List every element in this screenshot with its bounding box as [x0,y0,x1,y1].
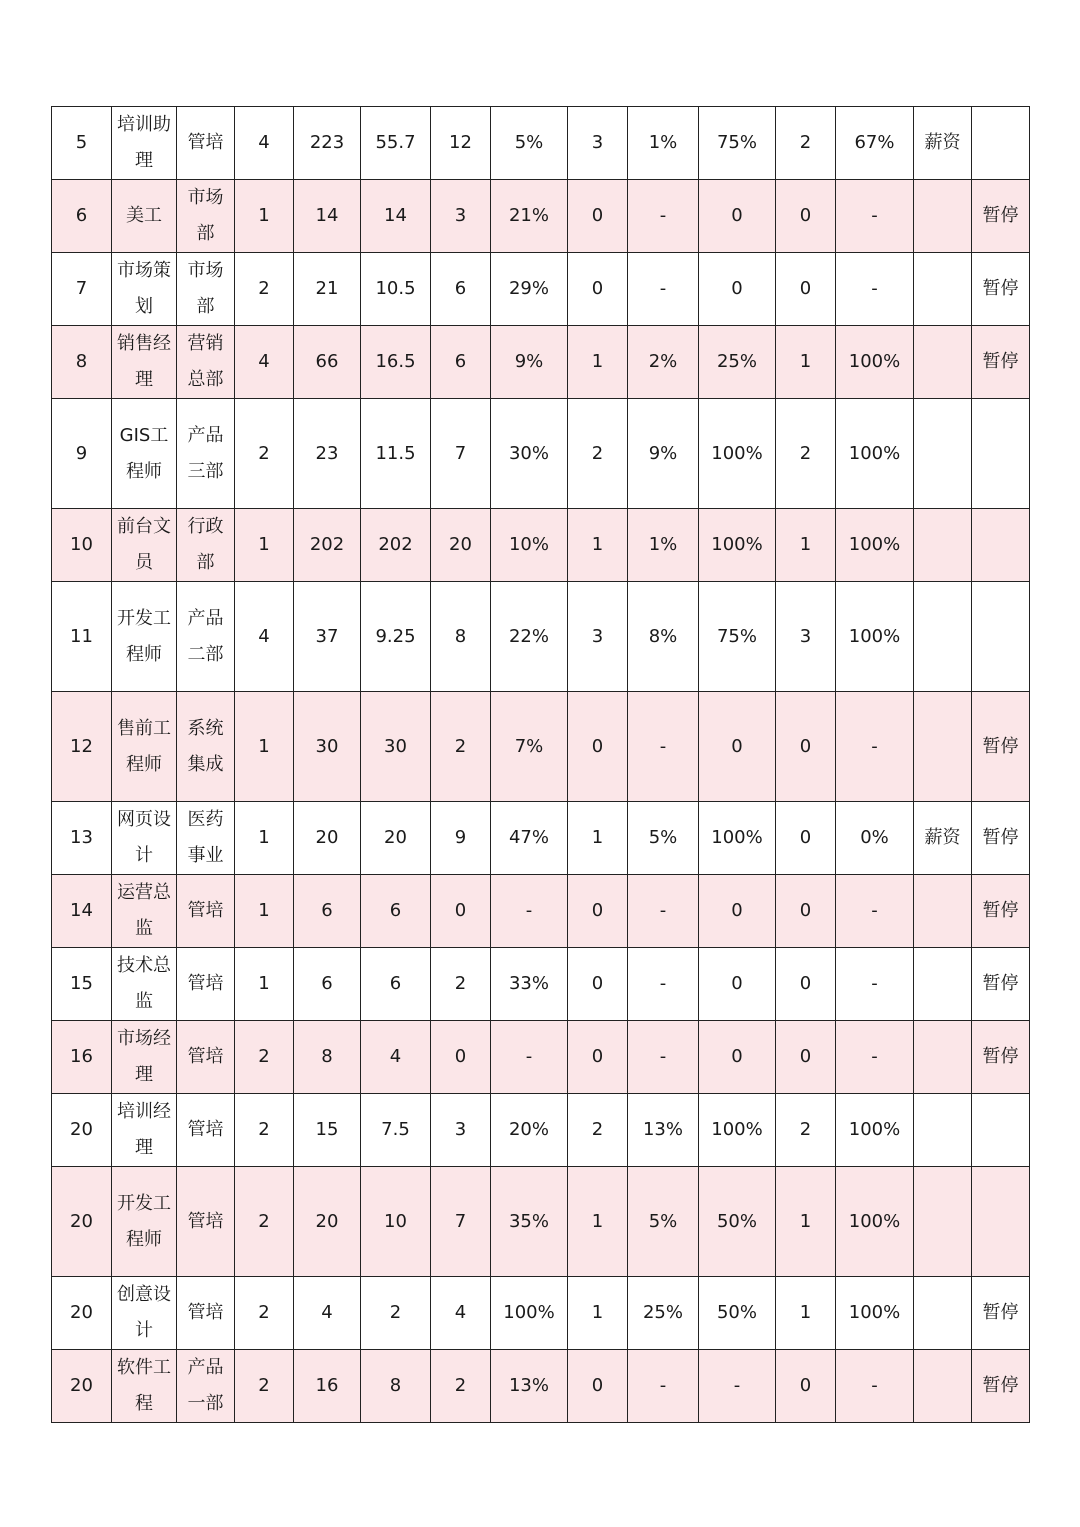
table-cell: 100% [836,1094,914,1167]
table-cell: 100% [699,802,776,875]
table-cell: 0 [776,802,836,875]
table-cell: 1 [235,875,294,948]
table-cell: 0 [568,180,628,253]
table-cell: 5 [52,107,112,180]
table-row [52,1094,1030,1167]
table-cell: 系统集成 [177,692,235,802]
table-cell: - [628,875,699,948]
table-cell: 12 [431,107,491,180]
table-cell: 暂停 [972,948,1030,1021]
table-cell: 202 [361,509,431,582]
table-cell: - [836,948,914,1021]
table-cell: 2 [235,1167,294,1277]
table-cell: 0 [699,875,776,948]
table-cell: 0 [431,875,491,948]
table-cell: 55.7 [361,107,431,180]
table-cell: 13% [491,1350,568,1423]
table-cell: 管培 [177,1094,235,1167]
table-cell: 35% [491,1167,568,1277]
table-cell [914,1350,972,1423]
table-cell: 0 [568,1021,628,1094]
table-cell: 暂停 [972,1277,1030,1350]
table-cell: 15 [294,1094,361,1167]
table-row [52,802,1030,875]
table-cell: 2 [235,399,294,509]
table-row [52,1167,1030,1277]
table-cell: 2 [235,1277,294,1350]
table-cell: 2 [776,399,836,509]
table-cell: 8% [628,582,699,692]
table-cell: - [836,1021,914,1094]
table-cell: 9 [52,399,112,509]
table-cell: 5% [628,1167,699,1277]
table-cell: 1 [776,509,836,582]
table-cell: 13% [628,1094,699,1167]
table-cell: 薪资 [914,107,972,180]
table-cell: 4 [235,107,294,180]
table-cell: 0 [776,948,836,1021]
table-cell: 0 [776,875,836,948]
table-cell: - [699,1350,776,1423]
table-cell: 10 [361,1167,431,1277]
table-cell: 0 [699,253,776,326]
table-cell: 暂停 [972,1021,1030,1094]
table-cell: 20% [491,1094,568,1167]
table-cell: 100% [836,399,914,509]
table-cell: 6 [52,180,112,253]
table-cell: 9 [431,802,491,875]
table-row [52,582,1030,692]
table-cell [972,399,1030,509]
table-row [52,399,1030,509]
table-cell [914,948,972,1021]
table-cell: 7 [431,399,491,509]
table-cell: 1 [235,692,294,802]
table-cell: 1 [568,1277,628,1350]
table-cell: 2 [431,692,491,802]
table-cell: 6 [431,326,491,399]
table-cell: - [628,1350,699,1423]
table-cell: 0 [776,1350,836,1423]
table-cell: 4 [361,1021,431,1094]
table-cell: 运营总监 [112,875,177,948]
table-cell: 29% [491,253,568,326]
table-row [52,948,1030,1021]
table-cell: 1 [568,326,628,399]
table-cell: 12 [52,692,112,802]
table-cell: 1 [568,802,628,875]
table-cell: 100% [836,326,914,399]
table-cell [972,1094,1030,1167]
table-cell: - [628,180,699,253]
table-row [52,107,1030,180]
table-cell: - [491,875,568,948]
table-cell: 20 [294,802,361,875]
table-cell [914,1021,972,1094]
table-cell: 网页设计 [112,802,177,875]
table-cell: 销售经理 [112,326,177,399]
table-cell: - [836,253,914,326]
table-cell: - [628,253,699,326]
table-cell: 16 [294,1350,361,1423]
table-row [52,509,1030,582]
table-cell: 4 [235,326,294,399]
table-cell: 33% [491,948,568,1021]
table-cell: 20 [294,1167,361,1277]
table-cell: 4 [431,1277,491,1350]
table-cell: 0 [568,692,628,802]
table-cell: 开发工程师 [112,582,177,692]
table-cell: 16.5 [361,326,431,399]
table-cell [914,1167,972,1277]
table-cell: 100% [491,1277,568,1350]
table-cell: 75% [699,582,776,692]
table-cell: 6 [294,948,361,1021]
table-cell: GIS工程师 [112,399,177,509]
table-cell: 100% [836,1167,914,1277]
table-cell: 暂停 [972,875,1030,948]
table-row [52,692,1030,802]
table-cell: 16 [52,1021,112,1094]
table-cell: 2 [568,399,628,509]
table-cell: 2 [431,948,491,1021]
table-cell: 暂停 [972,180,1030,253]
table-cell: 暂停 [972,802,1030,875]
table-cell: 8 [294,1021,361,1094]
table-cell: 223 [294,107,361,180]
table-cell [914,875,972,948]
table-cell: 14 [361,180,431,253]
table-cell: 技术总监 [112,948,177,1021]
table-cell: 6 [294,875,361,948]
table-cell: 23 [294,399,361,509]
table-cell: 100% [836,509,914,582]
table-cell: 3 [568,107,628,180]
table-cell: 产品一部 [177,1350,235,1423]
table-cell: 6 [361,875,431,948]
table-cell: 0 [776,253,836,326]
table-cell: 8 [361,1350,431,1423]
table-cell: 暂停 [972,1350,1030,1423]
table-cell: 37 [294,582,361,692]
table-cell: 暂停 [972,692,1030,802]
table-cell: 30 [361,692,431,802]
table-cell: 2 [776,1094,836,1167]
table-cell: 22% [491,582,568,692]
table-cell: 4 [235,582,294,692]
table-cell: 10.5 [361,253,431,326]
table-cell: 管培 [177,1167,235,1277]
table-cell: 市场部 [177,253,235,326]
table-cell: 0 [699,948,776,1021]
table-cell: 21% [491,180,568,253]
table-cell: 20 [52,1167,112,1277]
table-cell: 2 [235,253,294,326]
table-cell: 202 [294,509,361,582]
table-cell: - [836,1350,914,1423]
table-cell: 9.25 [361,582,431,692]
table-cell: 2 [235,1350,294,1423]
table-row [52,180,1030,253]
table-cell [914,582,972,692]
table-row [52,326,1030,399]
table-cell: 20 [361,802,431,875]
table-cell: 21 [294,253,361,326]
table-cell [914,1277,972,1350]
table-cell: 管培 [177,107,235,180]
table-cell: 3 [431,1094,491,1167]
table-cell [914,692,972,802]
table-cell: 1% [628,509,699,582]
table-cell: 6 [431,253,491,326]
table-row [52,253,1030,326]
table-cell: 1 [235,948,294,1021]
table-cell: 10 [52,509,112,582]
recruitment-table [51,106,1030,1423]
table-cell: 2 [431,1350,491,1423]
table-row [52,1021,1030,1094]
table-cell: 15 [52,948,112,1021]
table-cell: 10% [491,509,568,582]
table-cell: 30 [294,692,361,802]
table-cell: 20 [52,1277,112,1350]
table-cell: 市场策划 [112,253,177,326]
table-cell: 0 [568,948,628,1021]
table-cell: 0 [699,1021,776,1094]
table-cell: 7 [52,253,112,326]
table-cell: 47% [491,802,568,875]
table-cell: 1 [568,1167,628,1277]
table-cell: 2% [628,326,699,399]
table-cell: 1 [776,326,836,399]
table-cell: - [628,1021,699,1094]
table-cell: 100% [699,1094,776,1167]
table-cell: 25% [699,326,776,399]
table-cell: 管培 [177,948,235,1021]
table-cell: 11.5 [361,399,431,509]
table-cell: 7% [491,692,568,802]
table-row [52,1350,1030,1423]
table-cell: 75% [699,107,776,180]
table-cell: 0 [568,253,628,326]
table-cell [972,1167,1030,1277]
table-cell [914,180,972,253]
table-cell: 市场经理 [112,1021,177,1094]
table-cell: 1 [568,509,628,582]
table-cell: 0 [776,1021,836,1094]
table-cell: 67% [836,107,914,180]
table-cell [914,1094,972,1167]
table-cell: 1 [235,802,294,875]
table-cell: - [628,692,699,802]
table-cell: 100% [836,582,914,692]
table-cell: 4 [294,1277,361,1350]
table-cell: 30% [491,399,568,509]
table-cell: 2 [235,1094,294,1167]
table-cell: 66 [294,326,361,399]
table-cell: - [836,180,914,253]
table-cell: 1 [235,180,294,253]
table-cell: 营销总部 [177,326,235,399]
table-cell: 产品三部 [177,399,235,509]
table-cell: 0 [568,1350,628,1423]
table-cell: 0% [836,802,914,875]
table-row [52,875,1030,948]
table-cell: 6 [361,948,431,1021]
table-cell: 薪资 [914,802,972,875]
table-cell: 行政部 [177,509,235,582]
table-cell: 管培 [177,1277,235,1350]
table-cell: 1 [776,1167,836,1277]
table-cell: 20 [52,1350,112,1423]
table-cell: 3 [568,582,628,692]
table-body [52,107,1030,1423]
table-cell: 开发工程师 [112,1167,177,1277]
table-cell [972,509,1030,582]
table-cell: 售前工程师 [112,692,177,802]
table-cell: 创意设计 [112,1277,177,1350]
table-cell: 9% [491,326,568,399]
table-cell [914,399,972,509]
table-cell: 13 [52,802,112,875]
table-cell [972,107,1030,180]
table-cell: 20 [52,1094,112,1167]
table-cell: 产品二部 [177,582,235,692]
table-cell: 5% [628,802,699,875]
table-cell: 暂停 [972,253,1030,326]
table-cell: 100% [699,509,776,582]
table-cell: 3 [776,582,836,692]
table-cell: 0 [776,180,836,253]
table-cell: 8 [431,582,491,692]
table-cell: 11 [52,582,112,692]
table-cell: 软件工程 [112,1350,177,1423]
table-cell: 8 [52,326,112,399]
table-cell: 100% [836,1277,914,1350]
table-cell: - [836,875,914,948]
table-cell: 50% [699,1167,776,1277]
table-cell: 25% [628,1277,699,1350]
table-cell: - [836,692,914,802]
table-cell: 0 [699,180,776,253]
table-cell: 5% [491,107,568,180]
table-cell: 3 [431,180,491,253]
table-cell: 7 [431,1167,491,1277]
table-row [52,1277,1030,1350]
table-cell: 1 [235,509,294,582]
table-cell: 100% [699,399,776,509]
table-cell: - [628,948,699,1021]
table-cell [972,582,1030,692]
table-cell: 20 [431,509,491,582]
table-cell: 9% [628,399,699,509]
table-cell: 2 [235,1021,294,1094]
table-cell: 培训经理 [112,1094,177,1167]
table-cell: 1% [628,107,699,180]
table-cell: 14 [52,875,112,948]
table-cell: 0 [776,692,836,802]
table-cell: 2 [568,1094,628,1167]
table-cell: 14 [294,180,361,253]
table-cell: 市场部 [177,180,235,253]
table-cell: 1 [776,1277,836,1350]
table-cell [914,253,972,326]
table-cell: 管培 [177,1021,235,1094]
table-cell: 美工 [112,180,177,253]
table-cell: 50% [699,1277,776,1350]
table-cell: 培训助理 [112,107,177,180]
table-cell: 0 [568,875,628,948]
table-cell: 前台文员 [112,509,177,582]
table-cell: 0 [431,1021,491,1094]
table-cell: 管培 [177,875,235,948]
table-cell: 暂停 [972,326,1030,399]
table-cell: 2 [361,1277,431,1350]
table-cell: 2 [776,107,836,180]
table-cell: - [491,1021,568,1094]
table-cell [914,509,972,582]
table-cell [914,326,972,399]
table-cell: 医药事业 [177,802,235,875]
table-cell: 0 [699,692,776,802]
table-cell: 7.5 [361,1094,431,1167]
